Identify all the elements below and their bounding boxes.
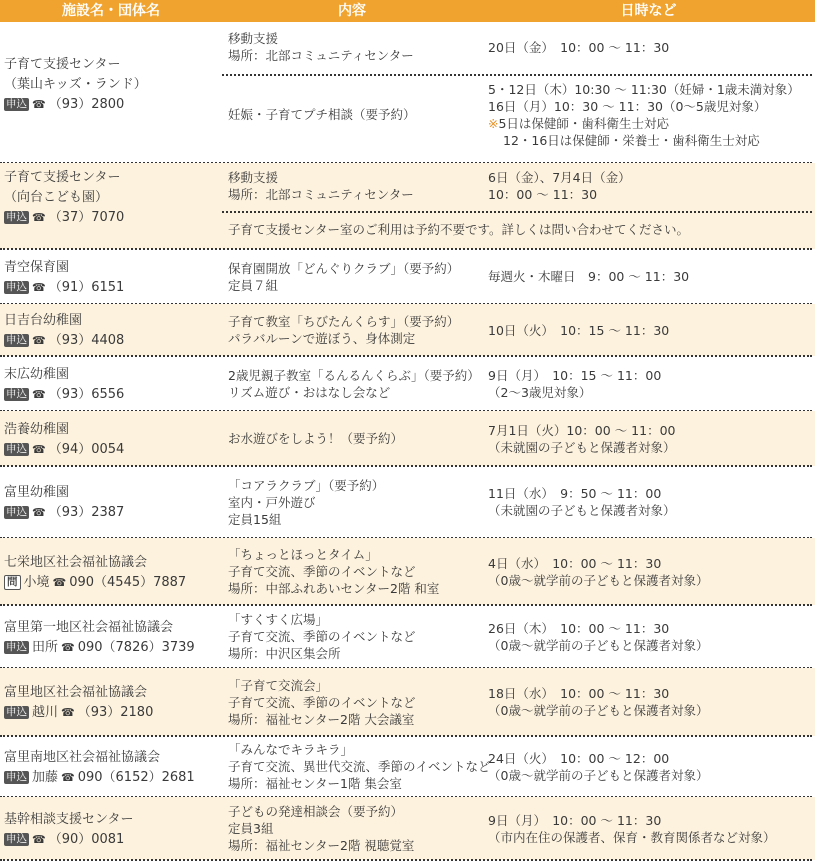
time-line: 24日（火） 10：00 ～ 12：00 (488, 751, 670, 766)
contact-line (4, 704, 153, 721)
phone-icon: ☎ (61, 706, 75, 719)
apply-badge: 申込 (6, 211, 27, 223)
content-line: 「子育て交流会」 (228, 678, 329, 693)
content-line: 「コアラクラブ」（要予約） (228, 478, 385, 493)
apply-badge: 申込 (6, 706, 27, 718)
apply-badge: 申込 (6, 334, 27, 346)
content-line: 定員15組 (228, 512, 282, 527)
contact-line (4, 639, 195, 656)
content-line: 場所：福祉センター2階 大会議室 (228, 712, 415, 727)
table-row (0, 411, 815, 466)
table-row (0, 668, 815, 736)
time-line: 20日（金） 10：00 ～ 11：30 (488, 40, 670, 55)
row-divider (222, 74, 812, 76)
table-row (0, 605, 815, 668)
table-row (0, 304, 815, 356)
phone-icon: ☎ (32, 833, 46, 846)
contact-line (4, 386, 124, 403)
apply-badge: 申込 (6, 281, 27, 293)
table-row (0, 797, 815, 860)
note-line (488, 115, 669, 132)
facility-name: 日吉台幼稚園 (4, 313, 83, 328)
time-line: （未就園の子どもと保護者対象） (488, 503, 676, 518)
facility-name: 富里幼稚園 (4, 485, 70, 500)
time-line: 4日（水） 10：00 ～ 11：30 (488, 556, 662, 571)
apply-badge: 申込 (6, 506, 27, 518)
phone-icon: ☎ (32, 281, 46, 294)
time-line: 11日（水） 9：50 ～ 11：00 (488, 486, 662, 501)
content-line: パラバルーンで遊ぼう、身体測定 (228, 331, 416, 346)
phone-number: （93）2800 (48, 97, 125, 112)
facility-name: （葉山キッズ・ランド） (4, 77, 147, 92)
contact-line (4, 441, 124, 458)
facility-name: 子育て支援センター (4, 57, 121, 72)
content-line: 定員3組 (228, 821, 274, 836)
contact-line (4, 96, 124, 113)
phone-icon: ☎ (61, 771, 75, 784)
content-line: 場所：北部コミュニティセンター (228, 48, 414, 63)
facility-name: 富里南地区社会福祉協議会 (4, 750, 161, 765)
content-line: 2歳児親子教室「るんるんくらぶ」（要予約） (228, 368, 480, 383)
phone-number: 090（4545）7887 (69, 575, 187, 590)
content-line: 場所：中部ふれあいセンター2階 和室 (228, 581, 440, 596)
phone-number: （91）6151 (48, 280, 125, 295)
content-line: 子どもの発達相談会（要予約） (228, 804, 404, 819)
note-text: 5日は保健師・歯科衛生士対応 (498, 116, 669, 131)
note-mark: ※ (488, 116, 499, 131)
notice-text: 子育て支援センター室のご利用は予約不要です。詳しくは問い合わせてください。 (228, 222, 690, 237)
content-line: リズム遊び・おはなし会など (228, 385, 391, 400)
contact-person: 田所 (32, 640, 59, 655)
content-line: 「ちょっとほっとタイム」 (228, 547, 378, 562)
content-line: 子育て交流、季節のイベントなど (228, 695, 416, 710)
time-line: 26日（木） 10：00 ～ 11：30 (488, 621, 670, 636)
content-line: 移動支援 (228, 31, 279, 46)
content-line: 子育て交流、異世代交流、季節のイベントなど (228, 759, 491, 774)
table-header (0, 0, 815, 22)
facility-name: 青空保育園 (4, 260, 70, 275)
time-line: （2～3歳児対象） (488, 385, 592, 400)
contact-line (4, 504, 124, 521)
content-line: 子育て交流、季節のイベントなど (228, 564, 416, 579)
facility-name: （向台こども園） (4, 190, 109, 205)
phone-number: （93）2387 (48, 505, 125, 520)
header-content: 内容 (338, 3, 366, 19)
table-row (0, 538, 815, 605)
contact-line (4, 574, 186, 591)
table-row (0, 22, 815, 163)
time-line: 6日（金）、7月4日（金） (488, 170, 631, 185)
content-line: 定員７組 (228, 278, 279, 293)
apply-badge: 申込 (6, 833, 27, 845)
facility-name: 七栄地区社会福祉協議会 (4, 555, 148, 570)
inquiry-badge: 問 (4, 575, 21, 590)
note-line: 12・16日は保健師・栄養士・歯科衛生士対応 (503, 133, 760, 148)
time-line: 9日（月） 10：00 ～ 11：30 (488, 813, 662, 828)
apply-badge: 申込 (6, 641, 27, 653)
phone-number: （93）4408 (48, 333, 125, 348)
phone-icon: ☎ (52, 576, 67, 589)
contact-line (4, 831, 124, 848)
time-line: （未就園の子どもと保護者対象） (488, 440, 676, 455)
phone-icon: ☎ (32, 388, 46, 401)
phone-icon: ☎ (32, 211, 46, 224)
content-line: 場所：中沢区集会所 (228, 646, 341, 661)
time-line: 18日（水） 10：00 ～ 11：30 (488, 686, 670, 701)
facility-name: 富里地区社会福祉協議会 (4, 685, 148, 700)
apply-badge: 申込 (6, 771, 27, 783)
phone-number: （37）7070 (48, 210, 125, 225)
row-divider (222, 211, 812, 213)
content-line: 場所：福祉センター1階 集会室 (228, 776, 402, 791)
content-line: 妊娠・子育てプチ相談（要予約） (228, 107, 416, 122)
table-row (0, 163, 815, 249)
time-line: （0歳～就学前の子どもと保護者対象） (488, 638, 709, 653)
header-facility: 施設名・団体名 (62, 3, 160, 19)
content-line: 子育て交流、季節のイベントなど (228, 629, 416, 644)
apply-badge: 申込 (6, 443, 27, 455)
table-row (0, 466, 815, 538)
row-divider (0, 859, 812, 861)
content-line: 保育園開放「どんぐりクラブ」（要予約） (228, 261, 460, 276)
time-line: 16日（月）10：30 ～ 11：30（0～5歳児対象） (488, 99, 767, 114)
facility-name: 浩養幼稚園 (4, 422, 70, 437)
facility-name: 末広幼稚園 (4, 367, 70, 382)
phone-number: （94）0054 (48, 442, 125, 457)
table-row (0, 736, 815, 797)
time-line: 10：00 ～ 11：30 (488, 187, 598, 202)
phone-icon: ☎ (32, 98, 46, 111)
apply-badge: 申込 (6, 98, 27, 110)
time-line: 10日（火） 10：15 ～ 11：30 (488, 323, 670, 338)
phone-number: （93）6556 (48, 387, 125, 402)
contact-person: 越川 (32, 705, 59, 720)
phone-number: 090（6152）2681 (77, 770, 195, 785)
apply-badge: 申込 (6, 388, 27, 400)
phone-number: （90）0081 (48, 832, 125, 847)
contact-person: 小境 (23, 575, 50, 590)
contact-line (4, 279, 124, 296)
table-row (0, 356, 815, 411)
phone-number: 090（7826）3739 (77, 640, 195, 655)
table-row (0, 249, 815, 304)
time-line: （0歳～就学前の子どもと保護者対象） (488, 768, 709, 783)
phone-icon: ☎ (32, 443, 46, 456)
phone-icon: ☎ (32, 506, 46, 519)
time-line: 9日（月） 10：15 ～ 11：00 (488, 368, 662, 383)
contact-person: 加藤 (32, 770, 59, 785)
time-line: （0歳～就学前の子どもと保護者対象） (488, 573, 709, 588)
content-line: 室内・戸外遊び (228, 495, 316, 510)
contact-line (4, 769, 195, 786)
header-time: 日時など (620, 3, 677, 19)
time-line: （0歳～就学前の子どもと保護者対象） (488, 703, 709, 718)
facility-name: 基幹相談支援センター (4, 812, 134, 827)
facility-name: 富里第一地区社会福祉協議会 (4, 620, 174, 635)
content-line: 場所：北部コミュニティセンター (228, 187, 414, 202)
phone-icon: ☎ (61, 641, 75, 654)
content-line: 移動支援 (228, 170, 279, 185)
content-line: 子育て教室「ちびたんくらす」（要予約） (228, 314, 460, 329)
phone-number: （93）2180 (77, 705, 154, 720)
content-line: 「すくすく広場」 (228, 612, 329, 627)
facility-name: 子育て支援センター (4, 170, 121, 185)
content-line: 場所：福祉センター2階 視聴覚室 (228, 838, 415, 853)
time-line: （市内在住の保護者、保育・教育関係者など対象） (488, 830, 776, 845)
contact-line (4, 209, 124, 226)
phone-icon: ☎ (32, 334, 46, 347)
content-line: お水遊びをしよう！（要予約） (228, 431, 404, 446)
contact-line (4, 332, 124, 349)
time-line: 5・12日（木）10:30 ～ 11:30（妊婦・1歳未満対象） (488, 82, 800, 97)
time-line: 毎週火・木曜日 9：00 ～ 11：30 (488, 269, 690, 284)
content-line: 「みんなでキラキラ」 (228, 742, 354, 757)
time-line: 7月1日（火）10：00 ～ 11：00 (488, 423, 676, 438)
